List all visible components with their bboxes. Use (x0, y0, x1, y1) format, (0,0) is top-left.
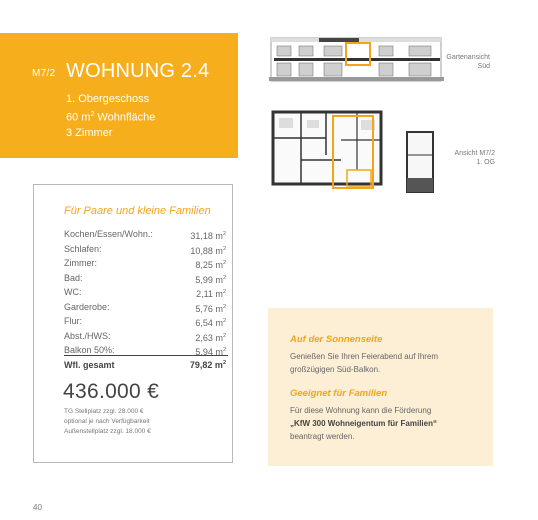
card-heading: Für Paare und kleine Familien (64, 205, 211, 217)
room-row: Abst./HWS: 2,63 $m^2$ (64, 330, 226, 343)
room-list-card (33, 184, 233, 463)
apartment-title: WOHNUNG 2.4 (66, 60, 210, 82)
floor-plan-drawing (271, 110, 386, 195)
room-row: Garderobe: 5,76 $m^2$ (64, 301, 226, 314)
total-divider (64, 355, 228, 356)
room-row: Flur: 6,54 $m^2$ (64, 316, 226, 328)
rooms-count-text: 3 Zimmer (66, 126, 113, 139)
room-list (64, 227, 226, 358)
facade-label: Gartenansicht Süd (446, 54, 490, 70)
info-heading-family: Geeignet für Familien (290, 388, 388, 399)
info-box (268, 308, 493, 466)
apartment-summary (66, 92, 155, 141)
page-number: 40 (33, 503, 42, 512)
facade-drawing (269, 32, 444, 87)
room-row: Balkon 50%: 5,94 $m^2$ (64, 345, 226, 357)
price-notes: TG Stellplatz zzgl. 28.000 € optional je nach Verfügbarkeit Außenstellplatz zzgl. 18.000 € (64, 408, 151, 435)
info-heading-sun: Auf der Sonnenseite (290, 334, 383, 345)
room-row: WC: 2,11 $m^2$ (64, 287, 226, 299)
area-text: 60 $m^2$ Wohnfläche (66, 111, 156, 124)
total-value: 79,82 $m^2$ (189, 360, 226, 370)
info-text-sun: Genießen Sie Ihren Feierabend auf Ihrem großzügigen Süd-Balkon. (290, 352, 439, 374)
room-row: Schlafen: 10,88 $m^2$ (64, 243, 226, 256)
building-code: M7/2 (32, 68, 56, 79)
room-row: Kochen/Essen/Wohn.: 31,18 $m^2$ (64, 229, 226, 241)
room-row: Bad: 5,99 $m^2$ (64, 272, 226, 285)
total-label: Wfl. gesamt (64, 360, 115, 370)
title-banner (0, 33, 238, 158)
room-row: Zimmer: 8,25 $m^2$ (64, 258, 226, 270)
plan-label: Ansicht M7/2 1. OG (454, 150, 495, 166)
price: 436.000 € (63, 380, 160, 403)
info-text-family: Für diese Wohnung kann die Förderung „KfW 300 Wohneigentum für Familien“ beantragt werden. (290, 406, 437, 441)
floor-text: 1. Obergeschoss (66, 93, 150, 105)
total-area-row (64, 360, 226, 370)
